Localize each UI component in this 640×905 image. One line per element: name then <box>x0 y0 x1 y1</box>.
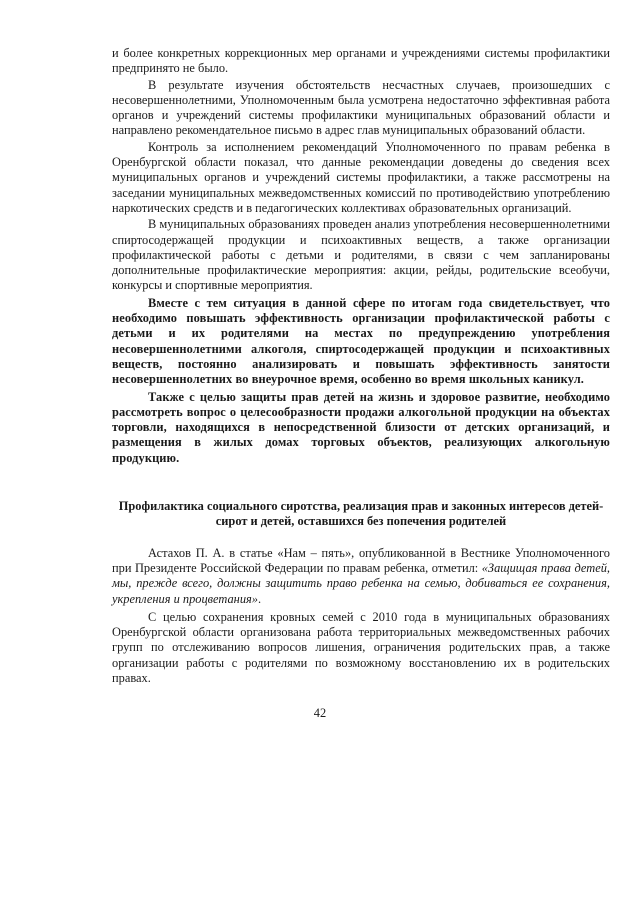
quote-lead: Астахов П. А. в статье «Нам – пять», опубликованной в Вестнике Уполномоченного при Президенте Российской Федерации по правам ребенка, отметил: <box>112 545 610 575</box>
paragraph-recommendation-bold: Также с целью защиты прав детей на жизнь и здоровое развитие, необходимо рассмотреть вопрос о целесообразности продажи алкогольной продукции на объектах торговли, находящихся в непосредственной близости от детских организаций, и размещения в жилых домах торговых объектов, реализующих алкогольную продукцию. <box>112 389 610 465</box>
page-number: 42 <box>313 706 327 720</box>
paragraph-accidents: В результате изучения обстоятельств несчастных случаев, произошедших с несовершеннолетними, Уполномоченным была усмотрена недостаточно эффективная работа органов и учреждений системы профилактики муниципальных образований области и направлено рекомендательное письмо в адрес глав муниципальных образований области. <box>112 77 610 138</box>
paragraph-conclusion-bold: Вместе с тем ситуация в данной сфере по итогам года свидетельствует, что необходимо повышать эффективность организации профилактической работы с детьми и их родителями на местах по предупреждению употребления несовершеннолетними алкоголя, спиртосодержащей продукции и психоактивных веществ, постоянно анализировать и повышать эффективность занятости несовершеннолетних во внеурочное время, особенно во время школьных каникул. <box>112 295 610 387</box>
section-heading: Профилактика социального сиротства, реализация прав и законных интересов детей-сирот и детей, оставшихся без попечения родителей <box>118 499 604 529</box>
paragraph-control: Контроль за исполнением рекомендаций Уполномоченного по правам ребенка в Оренбургской области показал, что данные рекомендации доведены до сведения всех муниципальных органов и учреждений системы профилактики, а также рассмотрены на заседании муниципальных межведомственных комиссий по противодействию употреблению наркотических средств и в педагогических коллективах образовательных организаций. <box>112 139 610 215</box>
paragraph-final: С целью сохранения кровных семей с 2010 года в муниципальных образованиях Оренбургской области организована работа территориальных межведомственных рабочих групп по отслеживанию вопросов лишения, ограничения родительских прав, а также организации работы с родителями по возможному восстановлению их в родительских правах. <box>112 609 610 685</box>
quote-text: «Защищая права детей, мы, прежде всего, должны защитить право ребенка на семью, добиваться ее сохранения, укрепления и процветания» <box>112 560 610 606</box>
paragraph-analysis: В муниципальных образованиях проведен анализ употребления несовершеннолетними спиртосодержащей продукции и психоактивных веществ, а также организации профилактической работы с детьми и родителями, в связи с чем запланированы дополнительные профилактические мероприятия: акции, рейды, родительские всеобучи, конкурсы и спортивные мероприятия. <box>112 217 610 293</box>
quote-end: . <box>257 591 262 606</box>
paragraph-quote <box>112 546 610 607</box>
paragraph-continuation: и более конкретных коррекционных мер органами и учреждениями системы профилактики предпринято не было. <box>112 46 610 76</box>
